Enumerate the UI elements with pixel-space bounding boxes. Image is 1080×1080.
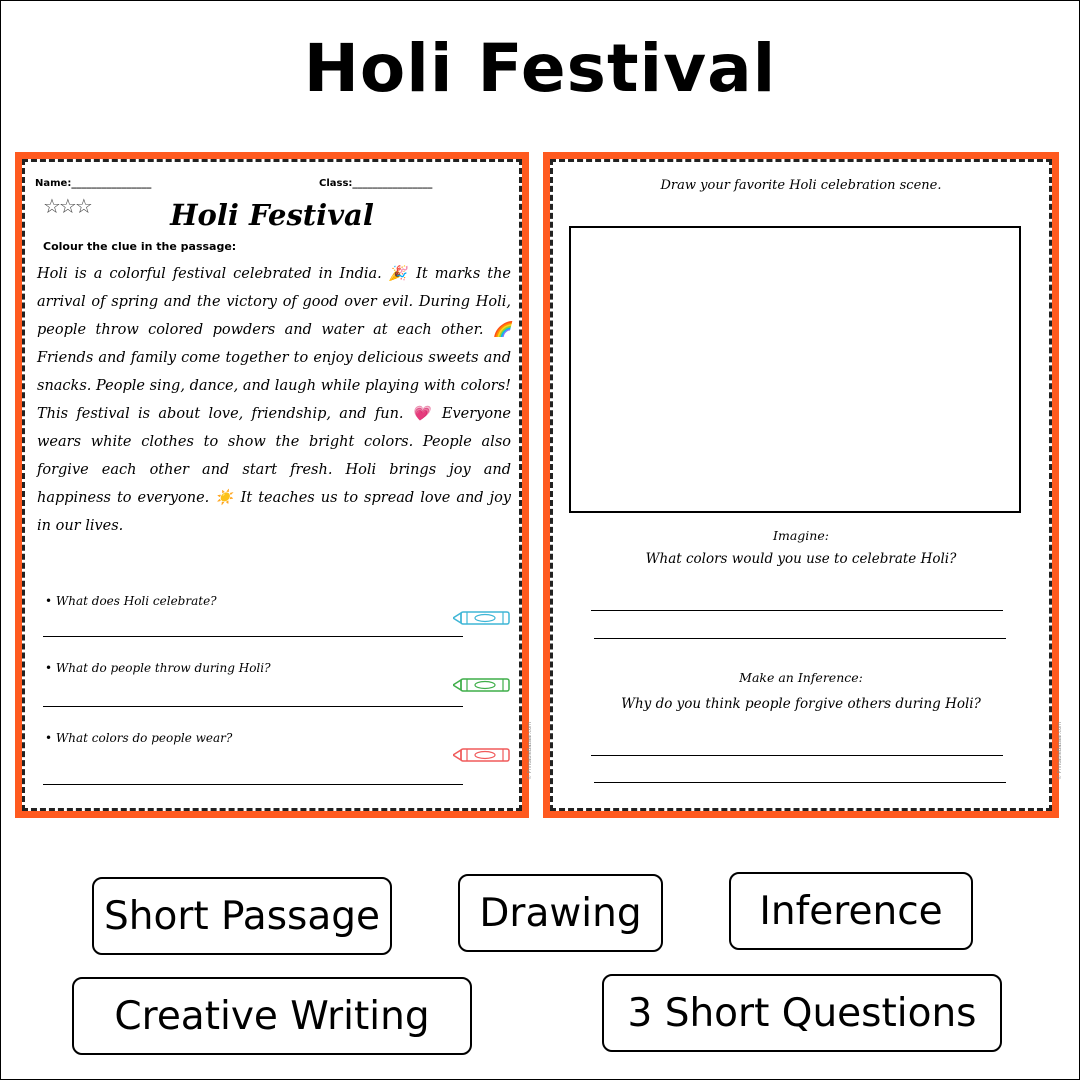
imagine-question: What colors would you use to celebrate Holi? [645, 551, 957, 567]
worksheet-page [22, 159, 533, 811]
worksheet-preview-drawing [543, 152, 1063, 818]
worksheet-title: Holi Festival [170, 198, 374, 232]
worksheet-page [550, 159, 1063, 811]
answer-line-2 [43, 706, 463, 707]
crayon-icon-red [453, 747, 511, 763]
question-2: • What do people throw during Holi? [45, 661, 271, 675]
answer-line-3 [43, 784, 463, 785]
answer-line-imagine-2 [594, 638, 1006, 639]
tag-inference: Inference [729, 872, 973, 950]
inference-question: Why do you think people forgive others during Holi? [621, 696, 981, 712]
answer-line-inference-1 [591, 755, 1003, 756]
crayon-icon-green [453, 677, 511, 693]
tag-creative-writing: Creative Writing [72, 977, 472, 1055]
instruction-text: Colour the clue in the passage: [43, 240, 237, 253]
imagine-label: Imagine: [773, 528, 829, 543]
crayon-icon-blue [453, 610, 511, 626]
watermark: © PrintableBazaar.com [1057, 722, 1063, 780]
question-2-text: What do people throw during Holi? [55, 661, 271, 675]
class-field-label: Class:________________ [319, 178, 433, 189]
question-1-text: What does Holi celebrate? [55, 594, 217, 608]
watermark: © PrintableBazaar.com [527, 722, 533, 780]
question-3: • What colors do people wear? [45, 731, 233, 745]
tag-short-passage: Short Passage [92, 877, 392, 955]
name-field-label: Name:________________ [35, 178, 152, 189]
answer-line-1 [43, 636, 463, 637]
drawing-box [569, 226, 1021, 513]
tag-drawing: Drawing [458, 874, 663, 952]
tag-3-short-questions: 3 Short Questions [602, 974, 1002, 1052]
question-1: • What does Holi celebrate? [45, 594, 217, 608]
reading-passage: Holi is a colorful festival celebrated in India. 🎉 It marks the arrival of spring and the victory of good over evil. During Holi, people throw colored powders and water at each other. 🌈 Friends and family come together to enjoy delicious sweets and snacks. People sing, dance, and laugh while playing with colors! This festival is about love, friendship, and fun. 💗 Everyone wears white clothes to show the bright colors. People also forgive each other and start fresh. Holi brings joy and happiness to everyone. ☀️ It teaches us to spread love and joy in our lives. [37, 266, 511, 534]
answer-line-imagine-1 [591, 610, 1003, 611]
draw-prompt: Draw your favorite Holi celebration scene. [660, 178, 942, 193]
question-3-text: What colors do people wear? [55, 731, 233, 745]
answer-line-inference-2 [594, 782, 1006, 783]
page-title: Holi Festival [303, 30, 777, 107]
inference-label: Make an Inference: [739, 670, 863, 685]
worksheet-preview-passage [15, 152, 533, 818]
star-rating-icons: ☆☆☆ [43, 194, 91, 218]
